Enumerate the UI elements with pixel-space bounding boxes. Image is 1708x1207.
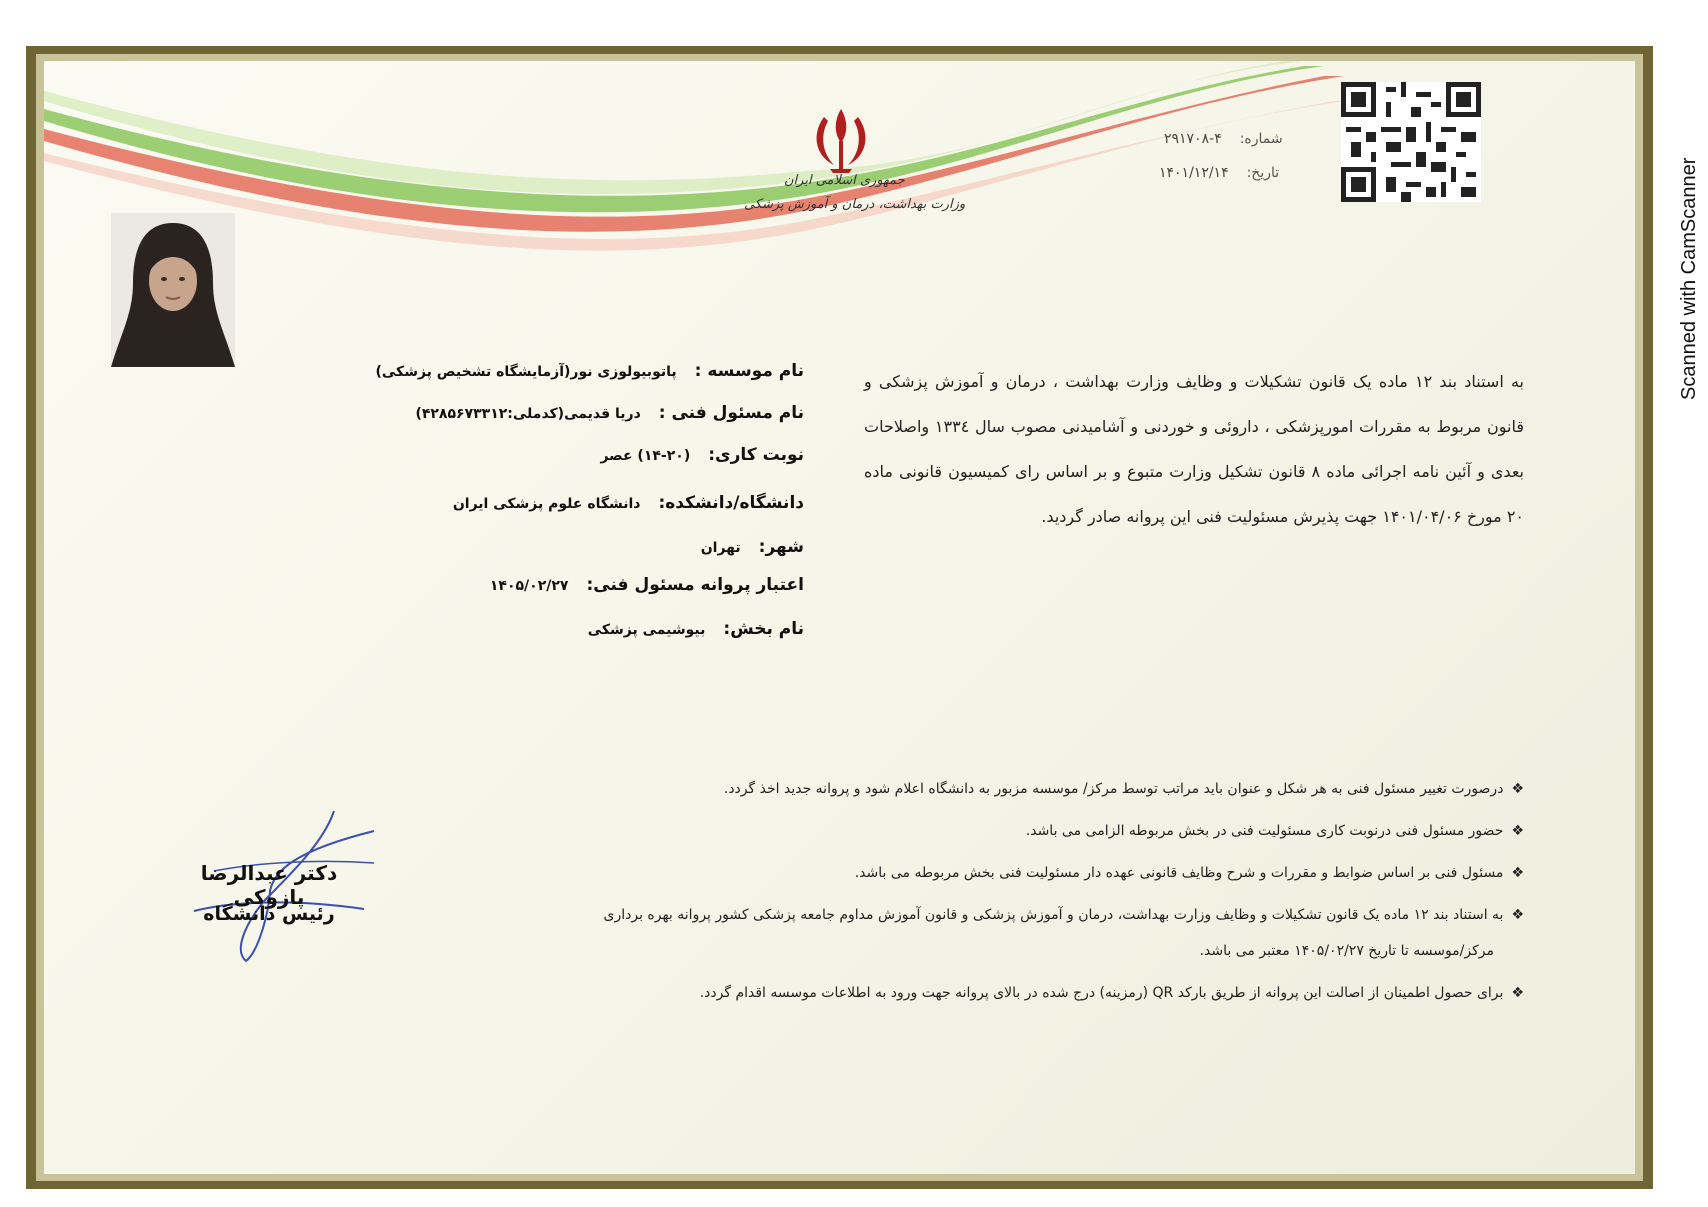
- note-item: ❖درصورت تغییر مسئول فنی به هر شکل و عنوان باید مراتب توسط مرکز/ موسسه مزبور به دانشگاه اعلام شود و پروانه جدید اخذ گردد.: [723, 781, 1524, 797]
- signatory-name: دکتر عبدالرضا پازوکی: [200, 861, 338, 909]
- field-department: [588, 619, 804, 639]
- field-label: نام موسسه :: [694, 361, 804, 381]
- scanner-watermark: Scanned with CamScanner: [1678, 157, 1700, 400]
- note-bullet-icon: ❖: [1511, 865, 1524, 881]
- field-value: ۱۴۰۵/۰۲/۲۷: [489, 578, 569, 594]
- note-bullet-icon: ❖: [1511, 985, 1524, 1001]
- field-institute: [375, 361, 804, 381]
- field-value: تهران: [700, 540, 741, 556]
- note-item: ❖مسئول فنی بر اساس ضوابط و مقررات و شرح وظایف قانونی عهده دار مسئولیت فنی بخش مربوطه می باشد.: [854, 865, 1524, 881]
- number-label: شماره:: [1239, 131, 1283, 147]
- note-bullet-icon: ❖: [1511, 907, 1524, 923]
- field-shift: [600, 445, 804, 465]
- field-validity: [490, 575, 804, 595]
- number-value: ۴-۲۹۱۷۰۸: [1164, 131, 1222, 147]
- field-label: دانشگاه/دانشکده:: [658, 493, 804, 513]
- field-label: نام مسئول فنی :: [658, 403, 804, 423]
- field-technical-manager: [415, 403, 804, 423]
- field-value: دریا قدیمی(کدملی:۴۲۸۵۶۷۳۳۱۲): [415, 406, 641, 422]
- field-university: [453, 493, 804, 513]
- field-value: (۲۰-۱۴) عصر: [600, 448, 691, 464]
- iran-emblem-icon: [804, 103, 878, 177]
- signatory-title: رئیس دانشگاه: [203, 903, 335, 925]
- date-label: تاریخ:: [1246, 165, 1280, 181]
- note-item-continuation: مرکز/موسسه تا تاریخ ۱۴۰۵/۰۲/۲۷ معتبر می باشد.: [1199, 943, 1494, 959]
- field-label: نام بخش:: [723, 619, 804, 639]
- note-item: ❖به استناد بند ۱۲ ماده یک قانون تشکیلات و وظایف وزارت بهداشت، درمان و آموزش پزشکی و قانون آموزش مداوم جامعه پزشکی کشور پروانه بهره برداری: [603, 907, 1524, 923]
- date-value: ۱۴۰۱/۱۲/۱۴: [1159, 165, 1229, 181]
- holder-photo: [111, 213, 235, 367]
- field-label: اعتبار پروانه مسئول فنی:: [586, 575, 804, 595]
- field-label: شهر:: [758, 537, 804, 557]
- ministry-label: وزارت بهداشت، درمان و آموزش پزشکی: [744, 197, 966, 212]
- field-value: بیوشیمی پزشکی: [587, 622, 706, 638]
- note-item: ❖حضور مسئول فنی درنوبت کاری مسئولیت فنی در بخش مربوطه الزامی می باشد.: [1025, 823, 1524, 839]
- republic-label: جمهوری اسلامی ایران: [784, 173, 905, 188]
- certificate-number: [1164, 131, 1283, 147]
- certificate-paper: [44, 61, 1635, 1174]
- license-body-text: به استناد بند ۱۲ ماده یک قانون تشکیلات و وظایف وزارت بهداشت ، درمان و آموزش پزشکی و قانون مربوط به مقررات امورپزشکی ، داروئی و خوردنی و آشامیدنی مصوب سال ۱۳۳٤ واصلاحات بعدی و آئین نامه اجرائی ماده ۸ قانون تشکیل وزارت متبوع و بر اساس رای کمیسیون قانونی ماده ۲۰ مورخ ۱۴۰۱/۰۴/۰۶ جهت پذیرش مسئولیت فنی این پروانه صادر گردید.: [864, 372, 1524, 526]
- field-city: [701, 537, 804, 557]
- field-value: دانشگاه علوم پزشکی ایران: [452, 496, 641, 512]
- note-bullet-icon: ❖: [1511, 781, 1524, 797]
- field-value: پاتوبیولوزی نور(آزمایشگاه تشخیص پزشکی): [375, 364, 677, 380]
- certificate-date: [1159, 165, 1279, 181]
- field-label: نوبت کاری:: [708, 445, 804, 465]
- note-bullet-icon: ❖: [1511, 823, 1524, 839]
- note-item: ❖برای حصول اطمینان از اصالت این پروانه از طریق بارکد QR (رمزینه) درج شده در بالای پروانه جهت ورود به اطلاعات موسسه اقدام گردد.: [699, 985, 1524, 1001]
- qr-code-icon: [1340, 82, 1482, 202]
